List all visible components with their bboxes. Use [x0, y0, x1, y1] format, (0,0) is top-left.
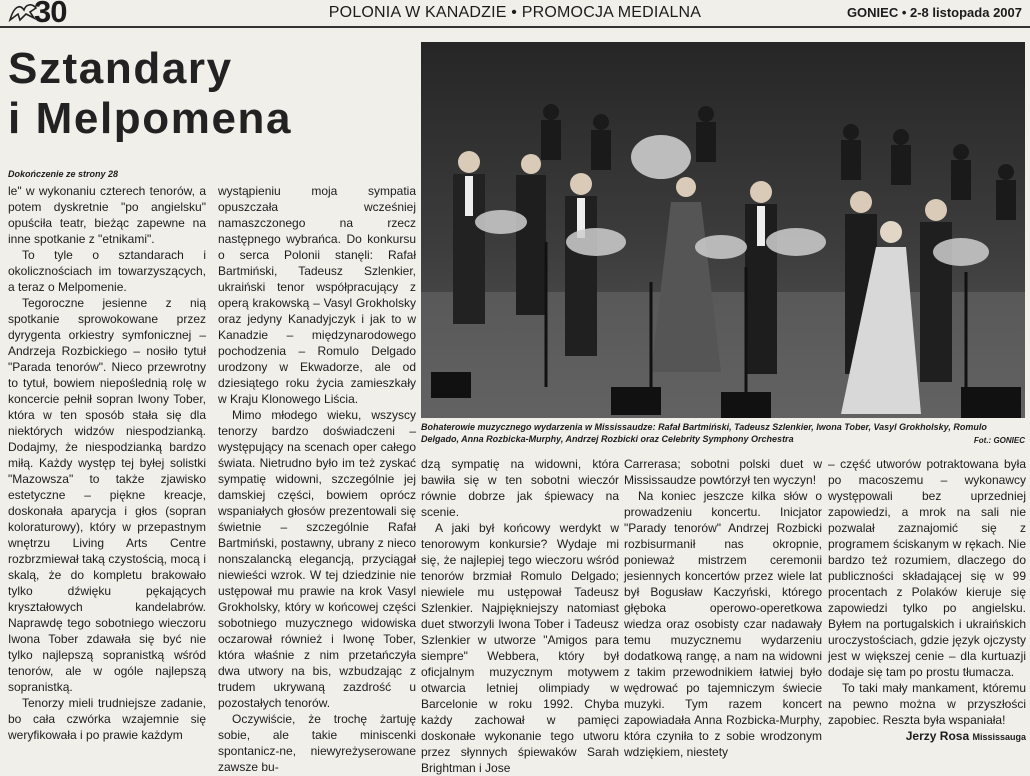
concert-photo — [421, 42, 1025, 418]
paragraph: le" w wykonaniu czterech tenorów, a potem dyskretnie "po angielsku" opuściła teatr, bieżąc zapewne na inne spotkanie z "etnikami". — [8, 184, 206, 246]
photo-caption — [421, 421, 1025, 445]
page-number: 30 — [34, 0, 67, 29]
paragraph: dzą sympatię na widowni, która bawiła się w ten sobotni wieczór równie dobrze jak śpiewacy na scenie. — [421, 457, 619, 519]
paragraph: Carrerasa; sobotni polski duet w Mississaudze powtórzył ten wyczyn! — [624, 457, 822, 487]
article-column-2 — [218, 183, 416, 774]
continuation-note: Dokończenie ze strony 28 — [8, 169, 119, 179]
concert-photo-image — [421, 42, 1025, 418]
page-header — [0, 0, 1030, 28]
article-title — [8, 44, 292, 144]
publication-info: GONIEC • 2-8 listopada 2007 — [846, 5, 1022, 20]
article-column-1 — [8, 183, 206, 748]
article-column-3 — [421, 456, 619, 775]
paragraph: To tyle o sztandarach i okolicznościach im towarzyszących, a teraz o Melpomenie. — [8, 248, 206, 294]
author-name: Jerzy Rosa — [905, 729, 970, 743]
paragraph: A jaki był końcowy werdykt w tenorowym konkursie? Wydaje mi się, że najlepiej tego wieczoru wśród tenorów brzmiał Romulo Delgado; niewiele mu ustępował Tadeusz Szlenkier. Najpiękniejszy natomiast duet stworzyli Iwona Tober i Tadeusz Szlenkier w utworze "Amigos para siempre" Webbera, który był oficjalnym muzycznym motywem otwarcia letniej olimpiady w Barcelonie w roku 1992. Chyba każdy zachował w pamięci doskonałe wykonanie tego utworu przez słynnych śpiewaków Sarah Brightman i Jose — [421, 521, 619, 775]
photo-credit: Fot.: GONIEC — [973, 436, 1025, 445]
section-title: POLONIA W KANADZIE • PROMOCJA MEDIALNA — [328, 4, 702, 21]
author-location: Mississauga — [972, 732, 1026, 742]
article-column-5 — [828, 456, 1026, 749]
paragraph: To taki mały mankament, któremu na pewno można w przyszłości zapobiec. Reszta była wspaniała! — [828, 681, 1026, 727]
paragraph: Tenorzy mieli trudniejsze zadanie, bo cała czwórka wzajemnie się weryfikowała i po prawie każdym — [8, 696, 206, 742]
article-title-line-1: Sztandary — [8, 44, 233, 93]
author-signature — [828, 728, 1026, 745]
paragraph: – część utworów potraktowana była po macoszemu – wykonawcy występowali bez uprzedniej zapowiedzi, a mrok na sali nie pozwalał zaznajomić się z programem ściskanym w rękach. Nie bardzo też rozumiem, dlaczego do publiczności składającej się w 99 procentach z Polaków kieruje się zapowiedzi tylko po angielsku. Byłem na portugalskich i ukraińskich uroczystościach, gdzie język ojczysty jest w większej cenie – dla kurtuazji dodaje się tam po prostu tłumacza. — [828, 457, 1026, 679]
photo-caption-text: Bohaterowie muzycznego wydarzenia w Mississaudze: Rafał Bartmiński, Tadeusz Szlenkier, Iwona Tober, Vasyl Grokholsky, Romulo Delgado, Anna Rozbicka-Murphy, Andrzej Rozbicki oraz Celebrity Symphony Orchestra — [421, 422, 987, 444]
article-title-line-2: i Melpomena — [8, 94, 293, 144]
paragraph: Oczywiście, że trochę żartuję sobie, ale takie miniscenki spontanicz-ne, niewyreżyserowane zawsze bu- — [218, 712, 416, 774]
article-column-4 — [624, 456, 822, 759]
paragraph: Tegoroczne jesienne z nią spotkanie sprowokowane przez dyrygenta orkiestry symfonicznej – Andrzeja Rozbickiego – nosiło tytuł "Parada tenorów". Nieco przewrotny to tytuł, bowiem niepoślednią rolę w koncercie pełnił sopran Iwony Tober, która w ten sposób stała się dla niektórych widzów niespodzianką. Dodajmy, że niespodzianką bardzo miłą. Każdy występ tej byłej solistki "Mazowsza" to także zjawisko estetyczne – piękne kreacje, doskonała aparycja i głos (sopran koloraturowy), który w przepastnym wnętrzu Living Arts Centre rozbrzmiewał taką czystością, mocą i skalą, że do kompletu brakowało tylko dźwięku pękających kryształowych kandelabrów. Naprawdę tego sobotniego wieczoru Iwona Tober zdawała się być nie tylko najlepszą sopranistką wśród tenorów, ale w ogóle najlepszą sopranistką. — [8, 296, 206, 694]
paragraph: wystąpieniu moja sympatia opuszczała wcześniej namaszczonego na rzecz następnego wybrańca. Do konkursu o serca Polonii stanęli: Rafał Bartmiński, Tadeusz Szlenkier, ukraiński tenor współpracujący z operą krakowską – Vasyl Grokholsky oraz jedyny Kanadyjczyk i jak to w Kanadzie – międzynarodowego pochodzenia – Romulo Delgado urodzony w Ekwadorze, ale od dziesiątego roku życia zamieszkały w Kraju Klonowego Liścia. — [218, 184, 416, 406]
paragraph: Mimo młodego wieku, wszyscy tenorzy bardzo doświadczeni – występujący na scenach oper całego świata. Nietrudno było im też zyskać sympatię widowni, szczególnie jej damskiej części, bowiem oprócz wspaniałych głosów prezentowali się świetnie – szczególnie Rafał Bartmiński, postawny, ubrany z nieco nonszalancką elegancją, przyciągał niewieści wzrok. W tej dziedzinie nie ustępował mu prawie na krok Vasyl Grokholsky, który w końcowej części sobotniego muzycznego widowiska oczarował również i Iwonę Tober, która właśnie z nim przetańczyła dwa utwory na bis, wzbudzając z trudem ukrywaną zazdrość u pozostałych tenorów. — [218, 408, 416, 710]
paragraph: Na koniec jeszcze kilka słów o prowadzeniu koncertu. Inicjator "Parady tenorów" Andrzej Rozbicki rozbisurmanił nas okropnie, ponieważ mistrzem ceremonii jesiennych koncertów przez wiele lat był Bogusław Kaczyński, którego głęboka operowo-operetkowa wiedza oraz osobisty czar nadawały temu muzycznemu wydarzeniu dodatkową rangę, a nam na widowni z takim przewodnikiem łatwiej było wędrować po tajemniczym świecie muzyki. Tym razem koncert zapowiadała Anna Rozbicka-Murphy, która czyniła to z sobie wrodzonym wdziękiem, niestety — [624, 489, 822, 759]
